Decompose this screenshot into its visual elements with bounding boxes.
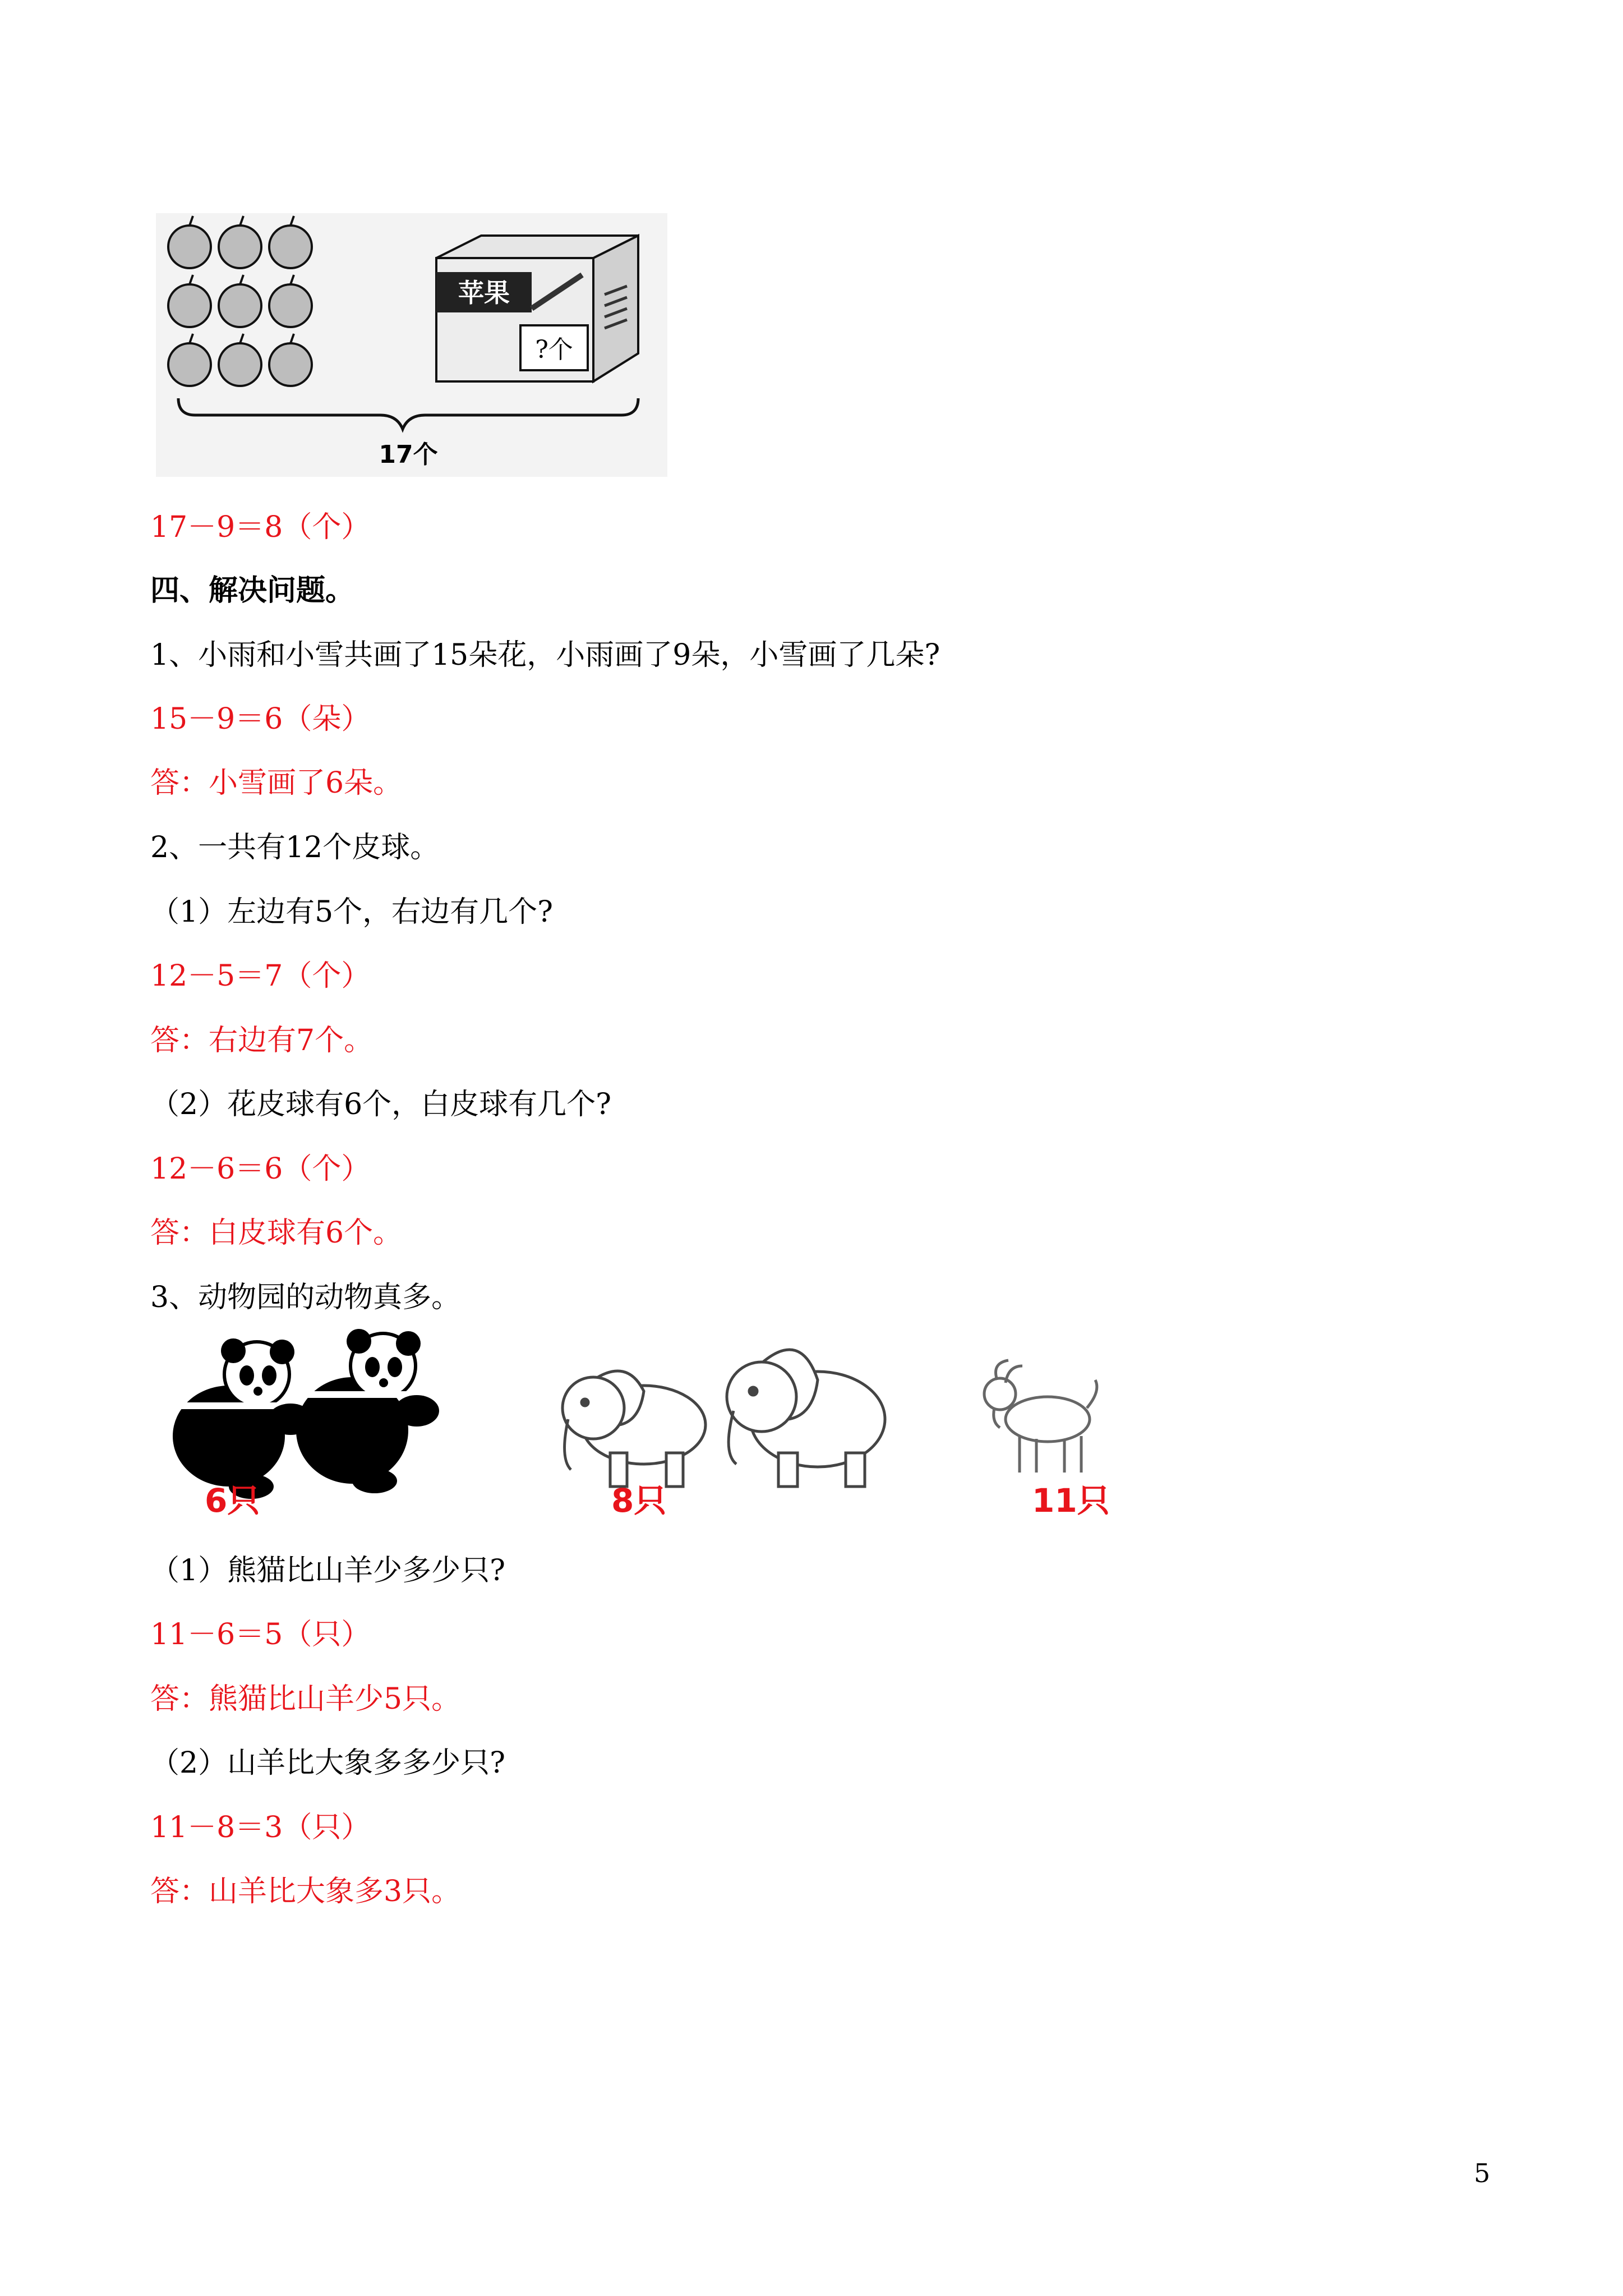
answer-3-2-equation: 11－8＝3（只） — [150, 1811, 371, 1844]
question-1: 1、小雨和小雪共画了15朵花，小雨画了9朵，小雪画了几朵? — [150, 638, 940, 672]
box-tag: ?个 — [535, 335, 573, 364]
question-3-part-2: （2）山羊比大象多多少只? — [150, 1746, 505, 1780]
answer-3-1-text: 答：熊猫比山羊少5只。 — [150, 1682, 461, 1716]
answer-2-1-text: 答：右边有7个。 — [150, 1024, 374, 1057]
section-heading: 四、解决问题。 — [150, 573, 355, 608]
elephant-group — [562, 1350, 885, 1487]
panda-group — [167, 1329, 439, 1499]
goat-count: 11只 — [1032, 1481, 1110, 1520]
answer-2-2-equation: 12－6＝6（个） — [150, 1152, 371, 1186]
apple-box — [436, 236, 638, 381]
question-2-part-1: （1）左边有5个，右边有几个? — [150, 895, 554, 929]
box-label: 苹果 — [458, 278, 510, 308]
total-label: 17个 — [379, 440, 438, 469]
answer-1-equation: 15－9＝6（朵） — [150, 702, 371, 736]
question-2: 2、一共有12个皮球。 — [150, 831, 440, 864]
apples-box-figure — [156, 213, 667, 477]
question-2-part-2: （2）花皮球有6个，白皮球有几个? — [150, 1088, 612, 1121]
page-number: 5 — [1474, 2158, 1491, 2188]
apple-group — [168, 216, 312, 386]
answer-2-2-text: 答：白皮球有6个。 — [150, 1216, 403, 1250]
panda-count: 6只 — [205, 1481, 260, 1520]
answer-equation: 17－9＝8（个） — [150, 510, 371, 544]
answer-3-1-equation: 11－6＝5（只） — [150, 1618, 371, 1651]
answer-3-2-text: 答：山羊比大象多3只。 — [150, 1875, 461, 1908]
answer-2-1-equation: 12－5＝7（个） — [150, 959, 371, 993]
question-3: 3、动物园的动物真多。 — [150, 1281, 461, 1314]
answer-1-text: 答：小雪画了6朵。 — [150, 766, 403, 800]
question-3-part-1: （1）熊猫比山羊少多少只? — [150, 1554, 505, 1588]
goat-icon — [984, 1360, 1097, 1473]
elephant-count: 8只 — [611, 1481, 667, 1520]
